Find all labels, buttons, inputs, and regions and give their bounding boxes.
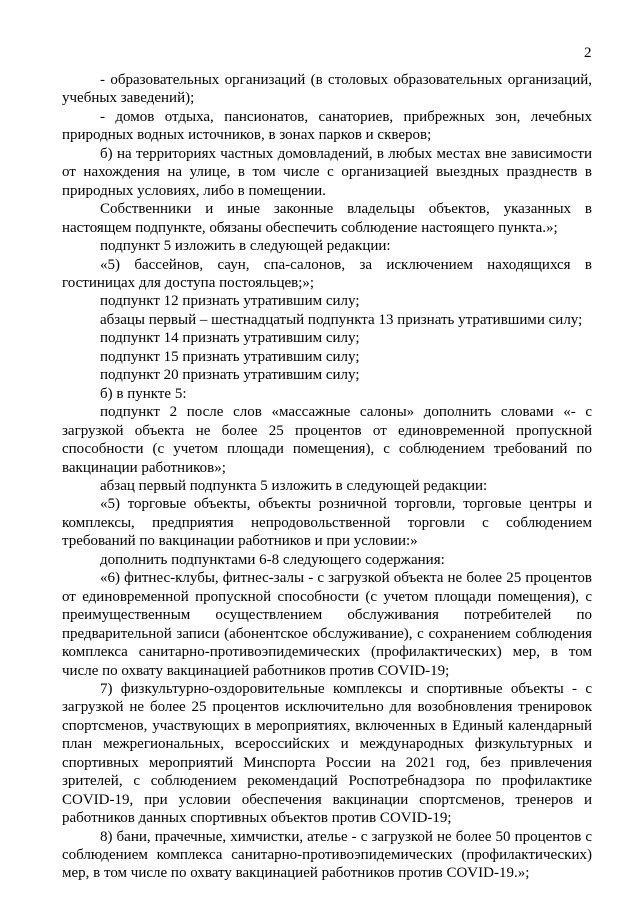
- paragraph: абзацы первый – шестнадцатый подпункта 13 признать утратившими силу;: [100, 311, 583, 328]
- paragraph: абзац первый подпункта 5 изложить в следующей редакции:: [100, 477, 488, 494]
- paragraph: б) в пункте 5:: [100, 385, 187, 402]
- paragraph: 8) бани, прачечные, химчистки, ателье - с загрузкой не более 50 процентов с соблюдением комплекса санитарно-противоэпидемических (профилактических) мер, в том числе по охвату вакцинацией работников против COVID-19.»;: [62, 828, 592, 882]
- paragraph: дополнить подпунктами 6-8 следующего содержания:: [100, 551, 445, 568]
- paragraph: подпункт 15 признать утратившим силу;: [100, 348, 360, 365]
- paragraph: Собственники и иные законные владельцы объектов, указанных в настоящем подпункте, обязаны обеспечить соблюдение настоящего пункта.»;: [62, 201, 592, 236]
- page-number: 2: [584, 45, 592, 61]
- paragraph: б) на территориях частных домовладений, в любых местах вне зависимости от нахождения на улице, в том числе с организацией выездных празднеств в природных условиях, либо в помещении.: [62, 145, 592, 199]
- paragraph: - домов отдыха, пансионатов, санаториев, прибрежных зон, лечебных природных водных источников, в зонах парков и скверов;: [62, 108, 592, 144]
- paragraph: подпункт 14 признать утратившим силу;: [100, 330, 360, 347]
- paragraph: 7) физкультурно-оздоровительные комплексы и спортивные объекты - с загрузкой не более 25 процентов исключительно для возобновления тренировок спортсменов, участвующих в мероприятиях, включенных в Единый календарный план межрегиональных, всероссийских и международных физкультурных и спортивных мероприятий Минспорта России на 2021 год, без привлечения зрителей, с соблюдением рекомендаций Роспотребнадзора по профилактике COVID-19, при условии обеспечения вакцинации спортсменов, тренеров и работников данных спортивных объектов против COVID-19;: [62, 680, 592, 827]
- paragraph: подпункт 5 изложить в следующей редакции:: [100, 238, 391, 255]
- paragraph: - образовательных организаций (в столовых образовательных организаций, учебных заведений);: [62, 72, 592, 107]
- paragraph: подпункт 12 признать утратившим силу;: [100, 293, 360, 310]
- paragraph: «5) бассейнов, саун, спа-салонов, за исключением находящихся в гостиницах для доступа постояльцев;»;: [62, 256, 592, 291]
- paragraph: подпункт 20 признать утратившим силу;: [100, 367, 360, 384]
- document-body: [62, 71, 592, 883]
- paragraph: «6) фитнес-клубы, фитнес-залы - с загрузкой объекта не более 25 процентов от единовременной пропускной способности (с учетом площади помещения), с преимущественным осуществлением обслуживания потребителей по предварительной записи (абонентское обслуживание), с сохранением соблюдения комплекса санитарно-противоэпидемических (профилактических) мер, в том числе по охвату вакцинацией работников против COVID-19;: [62, 570, 592, 679]
- paragraph: подпункт 2 после слов «массажные салоны» дополнить словами «- с загрузкой объекта не более 25 процентов от единовременной пропускной способности (с учетом площади помещения), с соблюдением требований по вакцинации работников»;: [62, 404, 592, 476]
- paragraph: «5) торговые объекты, объекты розничной торговли, торговые центры и комплексы, предприятия непродовольственной торговли с соблюдением требований по вакцинации работников и при условии:»: [62, 496, 592, 550]
